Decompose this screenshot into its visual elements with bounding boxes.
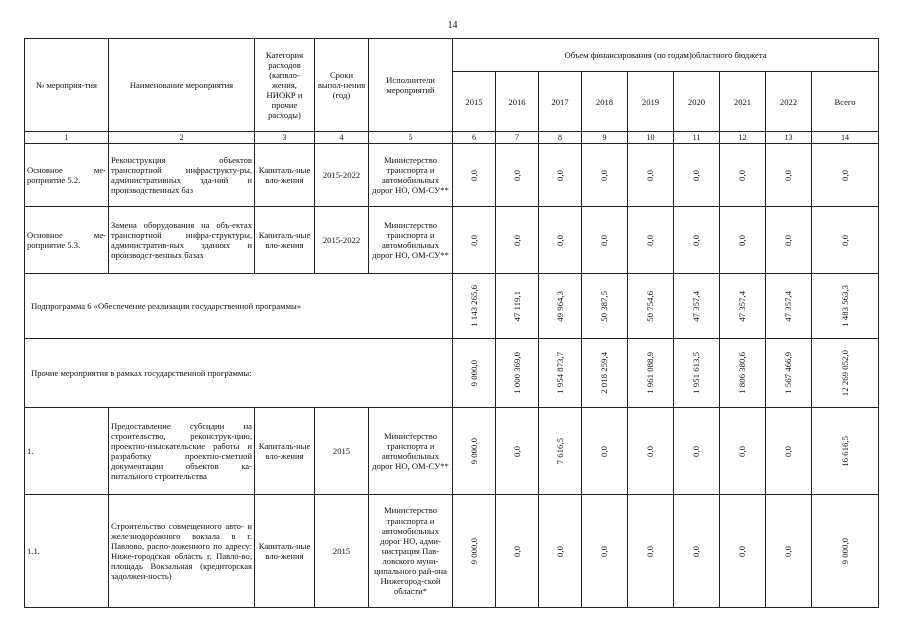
- value-cell: [496, 144, 539, 207]
- value-text: 0,0: [511, 545, 522, 557]
- value-text: 1 951 613,5: [691, 352, 702, 394]
- value-cell: [766, 339, 812, 408]
- column-index: 5: [369, 132, 453, 144]
- value-text: 0,0: [599, 234, 610, 246]
- value-cell: [766, 495, 812, 608]
- value-text: 0,0: [691, 234, 702, 246]
- total-text: 0,0: [839, 234, 850, 246]
- value-cell: [496, 207, 539, 274]
- row-executors: Министерство транспорта и автомобильных дорог НО, ОМ-СУ**: [369, 207, 453, 274]
- value-cell: [628, 144, 674, 207]
- row-terms: 2015-2022: [315, 144, 369, 207]
- other-activities-label: Прочие мероприятия в рамках государственной программы:: [25, 339, 453, 408]
- row-category: Капиталь-ные вло-жения: [255, 408, 315, 495]
- total-text: 0,0: [839, 169, 850, 181]
- value-text: 49 964,3: [554, 290, 565, 322]
- value-cell: [496, 274, 539, 339]
- value-cell: [628, 274, 674, 339]
- column-index: 10: [628, 132, 674, 144]
- value-text: 47 357,4: [737, 290, 748, 322]
- value-text: 2 018 259,4: [599, 352, 610, 394]
- row-category: Капиталь-ные вло-жения: [255, 144, 315, 207]
- year-total-header: Всего: [812, 72, 879, 132]
- value-cell: [496, 495, 539, 608]
- header-funding: Объем финансирования (по годам)областного бюджета: [453, 39, 879, 72]
- value-cell: [582, 495, 628, 608]
- column-index: 12: [720, 132, 766, 144]
- value-cell: [628, 339, 674, 408]
- row-category: Капиталь-ные вло-жения: [255, 495, 315, 608]
- row-terms: 2015-2022: [315, 207, 369, 274]
- value-text: 0,0: [691, 445, 702, 457]
- value-cell: [674, 495, 720, 608]
- value-text: 50 387,5: [599, 290, 610, 322]
- header-name: Наименование мероприятия: [109, 39, 255, 132]
- header-number: № мероприя-тия: [25, 39, 109, 132]
- value-text: 0,0: [783, 545, 794, 557]
- value-text: 47 357,4: [691, 290, 702, 322]
- value-cell: [766, 408, 812, 495]
- value-text: 50 754,6: [645, 290, 656, 322]
- year-cell: 2020: [674, 72, 720, 132]
- table-row: [25, 495, 879, 608]
- value-text: 0,0: [737, 445, 748, 457]
- column-index: 7: [496, 132, 539, 144]
- value-cell: [674, 274, 720, 339]
- column-index-row: [25, 132, 879, 144]
- value-text: 0,0: [737, 234, 748, 246]
- value-text: 0,0: [737, 545, 748, 557]
- value-cell: [720, 339, 766, 408]
- row-number: Основное ме-роприятие 5.2.: [25, 144, 109, 207]
- column-index: 3: [255, 132, 315, 144]
- value-text: 1 954 873,7: [554, 352, 565, 394]
- total-cell: [812, 339, 879, 408]
- year-cell: 2021: [720, 72, 766, 132]
- value-text: 1 567 466,9: [783, 352, 794, 394]
- value-text: 0,0: [511, 445, 522, 457]
- value-text: 0,0: [599, 445, 610, 457]
- total-text: 1 483 563,3: [839, 285, 850, 327]
- value-cell: [582, 144, 628, 207]
- value-cell: [766, 274, 812, 339]
- total-cell: [812, 144, 879, 207]
- table-row: [25, 274, 879, 339]
- total-cell: [812, 274, 879, 339]
- column-index: 8: [539, 132, 582, 144]
- value-cell: [539, 408, 582, 495]
- row-number: 1.1.: [25, 495, 109, 608]
- value-cell: [720, 408, 766, 495]
- page-number: 14: [447, 20, 458, 31]
- subprogram-label: Подпрограмма 6 «Обеспечение реализации государственной программы»: [25, 274, 453, 339]
- value-cell: [674, 339, 720, 408]
- year-cell: 2015: [453, 72, 496, 132]
- value-cell: [539, 144, 582, 207]
- total-text: 12 269 052,0: [839, 349, 850, 397]
- value-cell: [766, 144, 812, 207]
- value-cell: [674, 144, 720, 207]
- value-text: 0,0: [645, 169, 656, 181]
- header-executors: Исполнители мероприятий: [369, 39, 453, 132]
- value-text: 0,0: [645, 545, 656, 557]
- column-index: 4: [315, 132, 369, 144]
- value-text: 1 961 088,9: [645, 352, 656, 394]
- row-number: Основное ме-роприятие 5.3.: [25, 207, 109, 274]
- value-text: 0,0: [511, 234, 522, 246]
- total-text: 16 616,5: [839, 435, 850, 467]
- value-text: 0,0: [691, 545, 702, 557]
- value-text: 0,0: [599, 169, 610, 181]
- total-cell: [812, 495, 879, 608]
- value-text: 0,0: [468, 234, 479, 246]
- value-cell: [628, 495, 674, 608]
- row-name: Замена оборудования на объ-ектах транспортной инфра-структуры, административ-ных зданиях и производст-венных базах: [109, 207, 255, 274]
- value-text: 9 000,0: [468, 437, 479, 465]
- value-cell: [539, 495, 582, 608]
- value-cell: [766, 207, 812, 274]
- value-cell: [720, 274, 766, 339]
- year-cell: 2017: [539, 72, 582, 132]
- row-terms: 2015: [315, 495, 369, 608]
- value-text: 0,0: [645, 445, 656, 457]
- value-cell: [496, 339, 539, 408]
- value-text: 47 119,1: [511, 290, 522, 322]
- value-text: 0,0: [691, 169, 702, 181]
- row-executors: Министерство транспорта и автомобильных дорог НО, ОМ-СУ**: [369, 408, 453, 495]
- row-name: Предоставление субсидии на строительство, реконструк-цию, проектно-изыскательские работы и разработку проектно-сметной документации объектов ка-питального строительства: [109, 408, 255, 495]
- column-index: 6: [453, 132, 496, 144]
- column-index: 13: [766, 132, 812, 144]
- row-name: Реконструкция объектов транспортной инфраструкту-ры, административных зда-ний и производственных баз: [109, 144, 255, 207]
- value-cell: [453, 274, 496, 339]
- row-terms: 2015: [315, 408, 369, 495]
- value-cell: [674, 207, 720, 274]
- column-index: 9: [582, 132, 628, 144]
- column-index: 1: [25, 132, 109, 144]
- column-index: 11: [674, 132, 720, 144]
- value-cell: [453, 339, 496, 408]
- table-row: [25, 207, 879, 274]
- value-text: 47 357,4: [783, 290, 794, 322]
- year-cell: 2022: [766, 72, 812, 132]
- value-cell: [582, 339, 628, 408]
- year-cell: 2018: [582, 72, 628, 132]
- table-row: [25, 144, 879, 207]
- value-cell: [720, 207, 766, 274]
- value-text: 1 806 380,6: [737, 352, 748, 394]
- value-cell: [453, 144, 496, 207]
- total-cell: [812, 408, 879, 495]
- year-cell: 2019: [628, 72, 674, 132]
- value-cell: [582, 408, 628, 495]
- column-index: 2: [109, 132, 255, 144]
- value-text: 0,0: [554, 169, 565, 181]
- value-cell: [539, 207, 582, 274]
- header-terms: Сроки выпол-нения (год): [315, 39, 369, 132]
- value-text: 0,0: [554, 234, 565, 246]
- value-cell: [539, 274, 582, 339]
- value-cell: [582, 207, 628, 274]
- value-text: 0,0: [468, 169, 479, 181]
- row-name: Строительство совмещенного авто- и железнодорожного вокзала в г. Павлово, распо-ложенного по адресу: Ниже-городская область г. Павло-во, площадь Вокзальная (кредиторская задолжен-ность): [109, 495, 255, 608]
- value-cell: [539, 339, 582, 408]
- value-text: 0,0: [511, 169, 522, 181]
- row-executors: Министерство транспорта и автомобильных дорог НО, адми-нистрация Пав-ловского муни-ципального рай-она Нижегород-ской области*: [369, 495, 453, 608]
- column-index: 14: [812, 132, 879, 144]
- value-cell: [496, 408, 539, 495]
- table-row: [25, 339, 879, 408]
- value-text: 0,0: [645, 234, 656, 246]
- value-text: 9 000,0: [468, 359, 479, 387]
- value-cell: [720, 144, 766, 207]
- value-cell: [628, 207, 674, 274]
- value-cell: [720, 495, 766, 608]
- row-executors: Министерство транспорта и автомобильных дорог НО, ОМ-СУ**: [369, 144, 453, 207]
- year-cell: 2016: [496, 72, 539, 132]
- value-text: 1 000 369,0: [511, 352, 522, 394]
- value-text: 0,0: [783, 445, 794, 457]
- value-cell: [453, 495, 496, 608]
- value-text: 0,0: [737, 169, 748, 181]
- header-category: Категория расходов (капвло-жения, НИОКР и прочие расходы): [255, 39, 315, 132]
- value-text: 0,0: [783, 169, 794, 181]
- total-text: 9 000,0: [839, 537, 850, 565]
- value-text: 7 616,5: [554, 437, 565, 465]
- row-number: 1.: [25, 408, 109, 495]
- value-cell: [453, 207, 496, 274]
- value-text: 1 143 265,6: [468, 285, 479, 327]
- value-cell: [453, 408, 496, 495]
- total-cell: [812, 207, 879, 274]
- value-text: 0,0: [554, 545, 565, 557]
- value-cell: [674, 408, 720, 495]
- financing-table: [24, 38, 879, 608]
- value-text: 0,0: [599, 545, 610, 557]
- table-row: [25, 408, 879, 495]
- row-category: Капиталь-ные вло-жения: [255, 207, 315, 274]
- header-row: [25, 39, 879, 72]
- value-text: 0,0: [783, 234, 794, 246]
- value-cell: [628, 408, 674, 495]
- value-cell: [582, 274, 628, 339]
- value-text: 9 000,0: [468, 537, 479, 565]
